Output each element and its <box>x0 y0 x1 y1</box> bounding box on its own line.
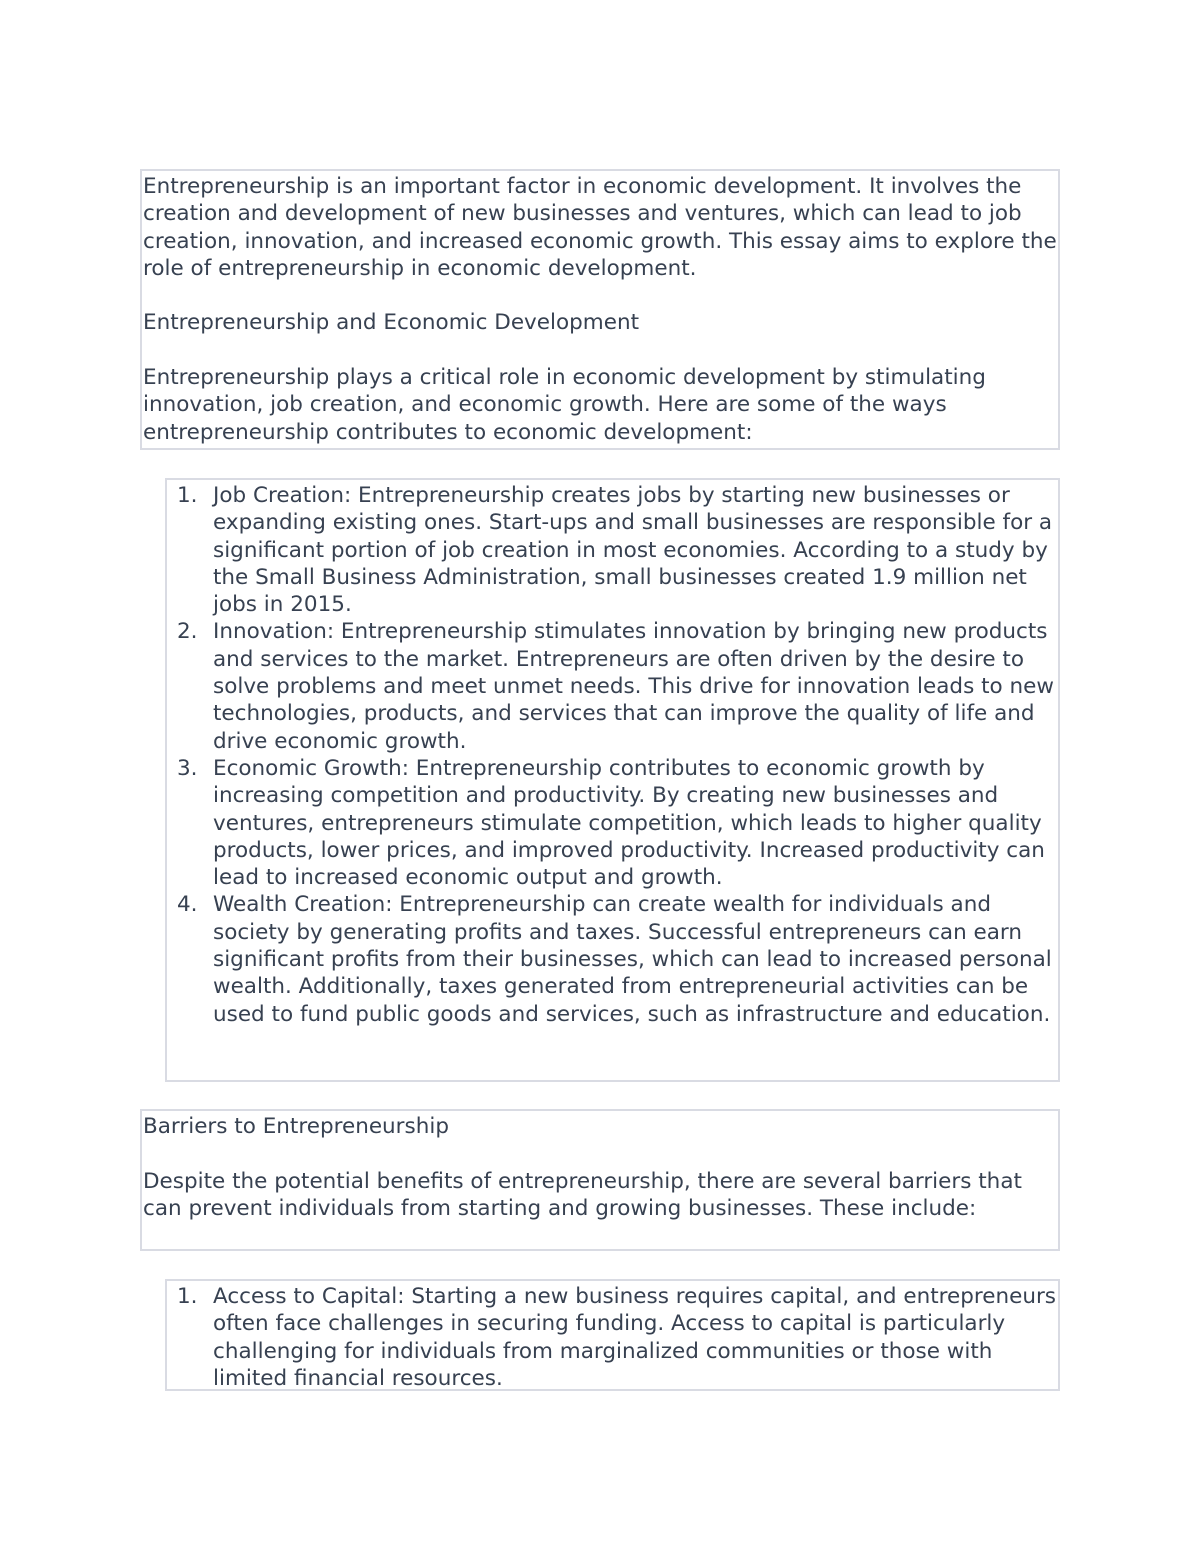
list-item <box>167 755 1058 891</box>
list-item-number: 3. <box>177 755 198 781</box>
list-item-number: 2. <box>177 619 198 645</box>
intro-text-block <box>140 169 1060 450</box>
barriers-list-block <box>165 1279 1060 1391</box>
barriers-list <box>167 1283 1058 1392</box>
barriers-text-block <box>140 1109 1060 1251</box>
benefits-list-block <box>165 478 1060 1082</box>
list-item-text: Innovation: Entrepreneurship stimulates innovation by bringing new products and services to the market. Entrepreneurs are often driven by the desire to solve problems and meet unmet needs. This drive for innovation leads to new technologies, products, and services that can improve the quality of life and drive economic growth. <box>213 619 1054 754</box>
section-heading-barriers: Barriers to Entrepreneurship <box>143 1114 449 1139</box>
list-item-number: 1. <box>177 1284 198 1309</box>
list-item-text: Access to Capital: Starting a new business requires capital, and entrepreneurs often face challenges in securing funding. Access to capital is particularly challenging for individuals from marginalized communities or those with limited financial resources. <box>213 1284 1057 1391</box>
list-item-number: 4. <box>177 892 198 918</box>
list-item-text: Job Creation: Entrepreneurship creates jobs by starting new businesses or expanding existing ones. Start-ups and small businesses are responsible for a significant portion of job creation in most economies. According to a study by the Small Business Administration, small businesses created 1.9 million net jobs in 2015. <box>213 483 1053 618</box>
list-item-text: Economic Growth: Entrepreneurship contributes to economic growth by increasing competition and productivity. By creating new businesses and ventures, entrepreneurs stimulate competition, which leads to higher quality products, lower prices, and improved productivity. Increased productivity can lead to increased economic output and growth. <box>213 755 1045 891</box>
barriers-lead-paragraph: Despite the potential benefits of entrepreneurship, there are several barriers that can prevent individuals from starting and growing businesses. These include: <box>143 1168 1022 1221</box>
intro-paragraph: Entrepreneurship is an important factor in economic development. It involves the creation and development of new businesses and ventures, which can lead to job creation, innovation, and increased economic growth. This essay aims to explore the role of entrepreneurship in economic development. <box>143 174 1057 281</box>
list-item <box>167 1283 1058 1392</box>
section-lead-paragraph: Entrepreneurship plays a critical role in economic development by stimulating innovation, job creation, and economic growth. Here are some of the ways entrepreneurship contributes to economic development: <box>143 365 986 445</box>
benefits-list <box>167 482 1058 1028</box>
list-item <box>167 618 1058 754</box>
section-heading-economic-development: Entrepreneurship and Economic Development <box>143 310 640 336</box>
list-item <box>167 891 1058 1027</box>
list-item-number: 1. <box>177 483 198 508</box>
list-item <box>167 482 1058 618</box>
list-item-text: Wealth Creation: Entrepreneurship can create wealth for individuals and society by generating profits and taxes. Successful entrepreneurs can earn significant profits from their businesses, which can lead to increased personal wealth. Additionally, taxes generated from entrepreneurial activities can be used to fund public goods and services, such as infrastructure and education. <box>213 892 1052 1027</box>
